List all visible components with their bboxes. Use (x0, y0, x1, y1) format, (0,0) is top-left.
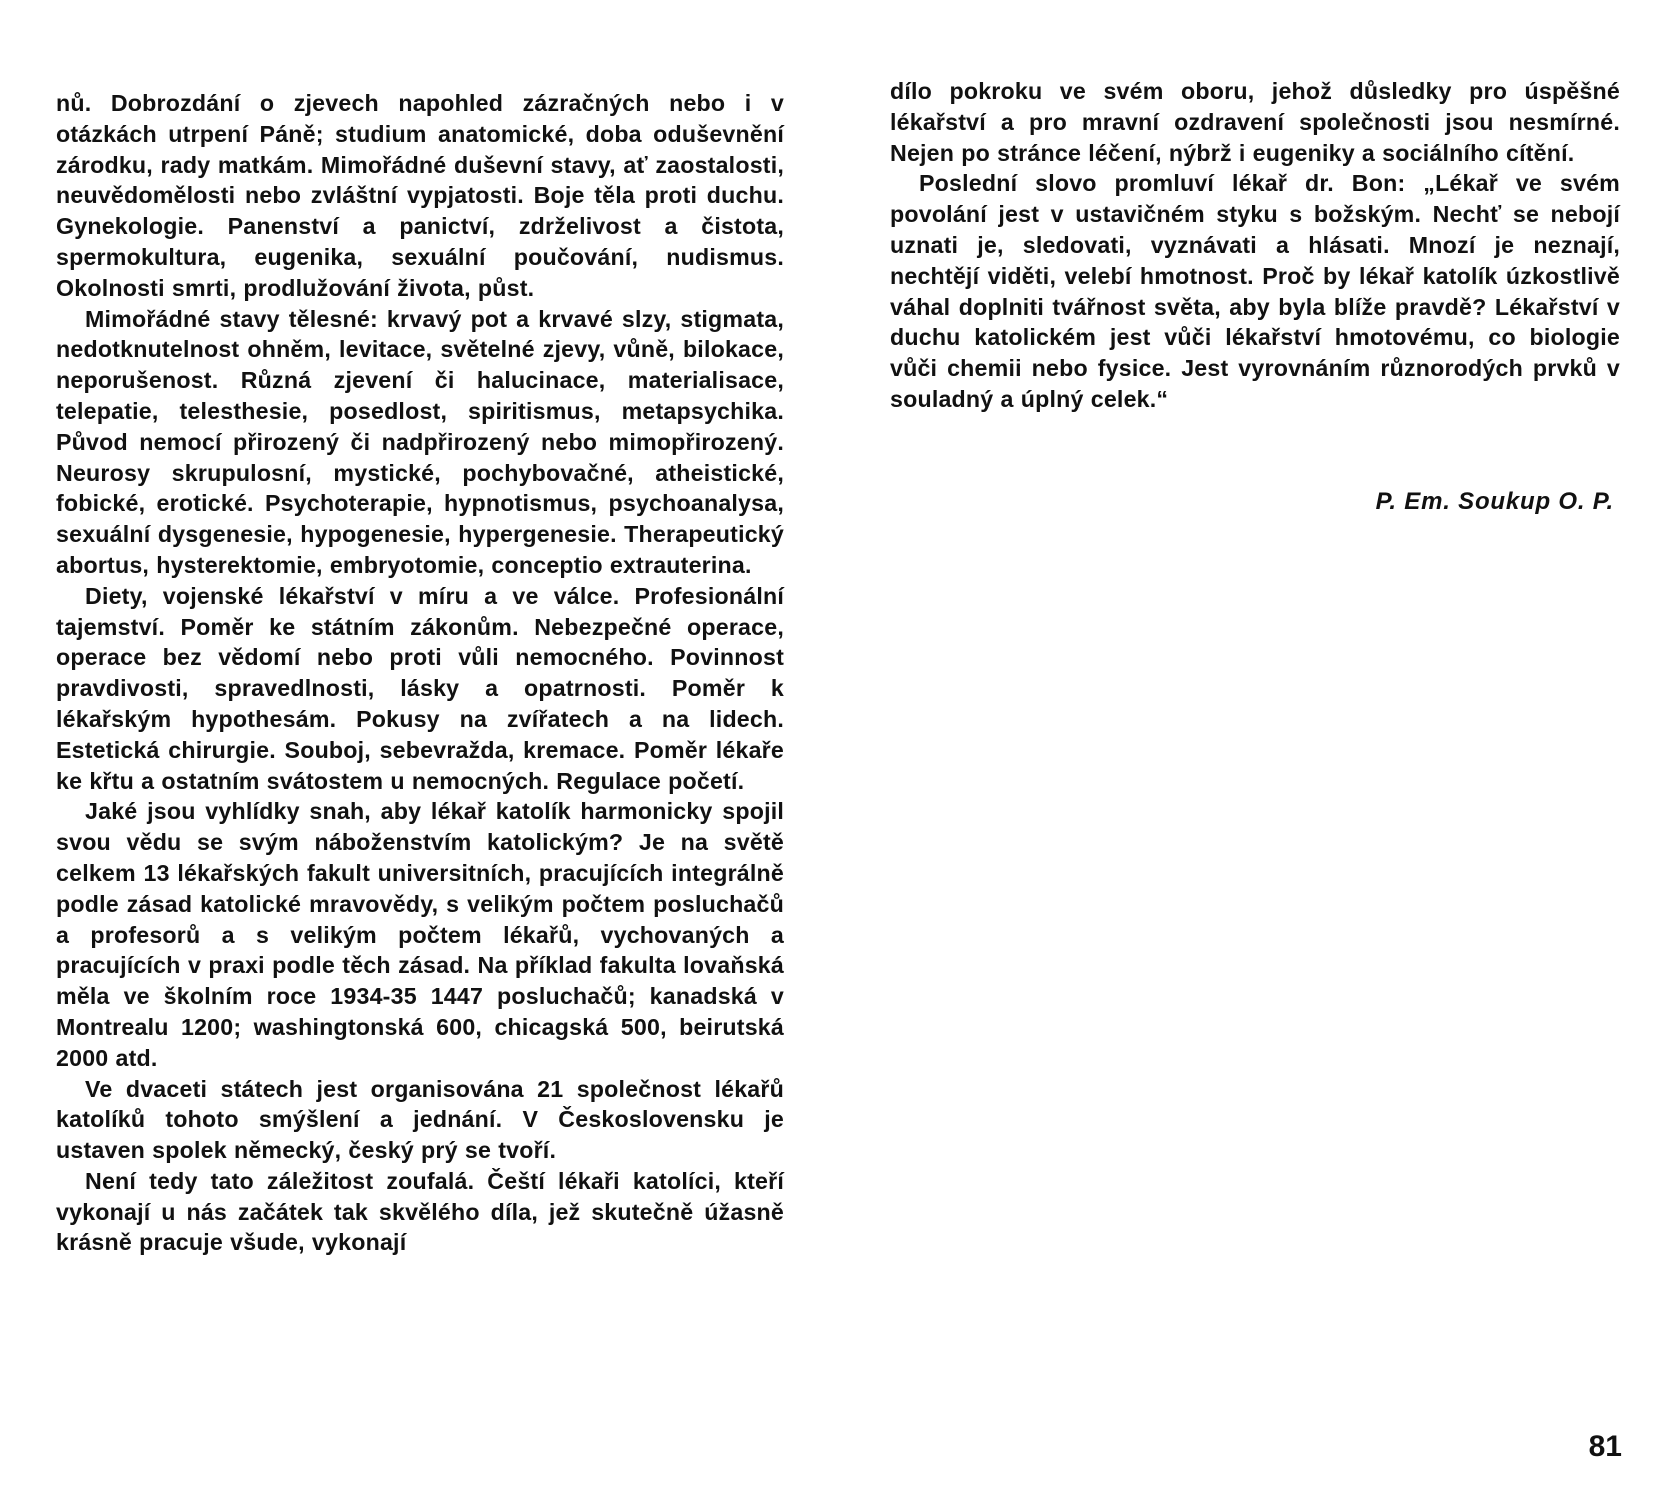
page-number: 81 (1588, 1430, 1622, 1463)
paragraph: Není tedy tato záležitost zoufalá. Čeští lékaři katolíci, kteří vykonají u nás začátek tak skvělého díla, jež skutečně úžasně krásně pracuje všude, vykonají (56, 1167, 784, 1256)
paragraph: Poslední slovo promluví lékař dr. Bon: „Lékař ve svém povolání jest v ustavičném styku s božským. Nechť se nebojí uznati je, sledovati, vyznávati a hlásati. Mnozí je neznají, nechtějí viděti, velebí hmotnost. Proč by lékař katolík úzkostlivě váhal doplniti tvářnost světa, aby byla blíže pravdě? Lékařství v duchu katolickém jest vůči lékařství hmotovému, co biologie vůči chemii nebo fysice. Jest vyrovnáním různorodých prvků v souladný a úplný celek.“ (890, 170, 1620, 412)
paragraph: Mimořádné stavy tělesné: krvavý pot a krvavé slzy, stigmata, nedotknutelnost ohněm, levitace, světelné zjevy, vůně, bilokace, neporušenost. Různá zjevení či halucinace, materialisace, telepatie, telesthesie, posedlost, spiritismus, metapsychika. Původ nemocí přirozený či nadpřirozený nebo mimopřirozený. Neurosy skrupulosní, mystické, pochybovačné, atheistické, fobické, erotické. Psychoterapie, hypnotismus, psychoanalysa, sexuální dysgenesie, hypogenesie, hypergenesie. Therapeutický abortus, hysterektomie, embryotomie, conceptio extrauterina. (56, 305, 784, 578)
paragraph: Ve dvaceti státech jest organisována 21 společnost lékařů katolíků tohoto smýšlení a jednání. V Československu je ustaven spolek německý, český prý se tvoří. (56, 1075, 784, 1164)
paragraph: Jaké jsou vyhlídky snah, aby lékař katolík harmonicky spojil svou vědu se svým náboženstvím katolickým? Je na světě celkem 13 lékařských fakult universitních, pracujících integrálně podle zásad katolické mravovědy, s velikým počtem posluchačů a profesorů a s velikým počtem lékařů, vychovaných a pracujících v praxi podle těch zásad. Na příklad fakulta lovaňská měla ve školním roce 1934-35 1447 posluchačů; kanadská v Montrealu 1200; washingtonská 600, chicagská 500, beirutská 2000 atd. (56, 798, 784, 1071)
paragraph: nů. Dobrozdání o zjevech napohled zázračných nebo i v otázkách utrpení Páně; studium anatomické, doba oduševnění zárodku, rady matkám. Mimořádné duševní stavy, ať zaostalosti, neuvědomělosti nebo zvláštní vypjatosti. Boje těla proti duchu. Gynekologie. Panenství a panictví, zdrželivost a čistota, spermokultura, eugenika, sexuální poučování, nudismus. Okolnosti smrti, prodlužování života, půst. (56, 90, 784, 301)
right-column (890, 76, 1620, 415)
paragraph: dílo pokroku ve svém oboru, jehož důsledky pro úspěšné lékařství a pro mravní ozdravení společnosti jsou nesmírné. Nejen po stránce léčení, nýbrž i eugeniky a sociálního cítění. (890, 78, 1620, 166)
author-signature: P. Em. Soukup O. P. (1375, 488, 1614, 515)
paragraph: Diety, vojenské lékařství v míru a ve válce. Profesionální tajemství. Poměr ke státním zákonům. Nebezpečné operace, operace bez vědomí nebo proti vůli nemocného. Povinnost pravdivosti, spravedlnosti, lásky a opatrnosti. Poměr k lékařským hypothesám. Pokusy na zvířatech a na lidech. Estetická chirurgie. Souboj, sebevražda, kremace. Poměr lékaře ke křtu a ostatním svátostem u nemocných. Regulace početí. (56, 582, 784, 794)
left-column (56, 88, 784, 1258)
